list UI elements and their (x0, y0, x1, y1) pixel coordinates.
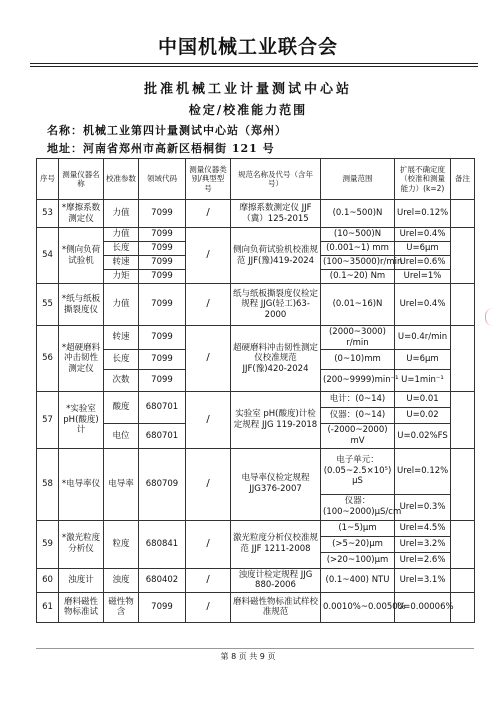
header-uncertainty: 扩展不确定度（校准和测量能力）(k=2) (395, 159, 451, 200)
row-uncertainty: Urel=0.3% (395, 494, 451, 520)
table-row (37, 448, 475, 494)
header-code: 领域代码 (139, 159, 186, 200)
row-code: 7099 (139, 242, 186, 256)
row-range: (0.1~500)N (321, 200, 395, 228)
header-remark: 备注 (451, 159, 475, 200)
table-row (37, 284, 475, 326)
row-code: 7099 (139, 228, 186, 242)
row-code: 7099 (139, 270, 186, 284)
row-seq: 53 (37, 200, 59, 228)
row-seq: 59 (37, 520, 59, 568)
row-param: 磁性物含 (104, 592, 139, 622)
row-param: 转速 (104, 256, 139, 270)
row-uncertainty: Urel=0.4% (395, 284, 451, 326)
row-uncertainty: Urel=2.6% (395, 552, 451, 568)
title-rule-top (30, 63, 478, 64)
row-category: / (186, 568, 231, 592)
row-instrument: 磨料磁性物标准试 (59, 592, 104, 622)
row-code: 680402 (139, 568, 186, 592)
row-seq: 55 (37, 284, 59, 326)
title-rule-bottom (30, 66, 478, 67)
row-uncertainty: U=0.4r/min (395, 326, 451, 350)
row-category: / (186, 284, 231, 326)
row-spec: 浊度计检定规程 JJG 880-2006 (231, 568, 321, 592)
header-range: 测量范围 (321, 159, 395, 200)
row-code: 7099 (139, 592, 186, 622)
row-spec: 超硬磨料冲击韧性测定仪校准规范 JJF(豫)420-2024 (231, 326, 321, 392)
row-instrument: *超硬磨料冲击韧性测定仪 (59, 326, 104, 392)
table-row (37, 520, 475, 536)
row-instrument: *纸与纸板撕裂度仪 (59, 284, 104, 326)
row-uncertainty: Urel=0.4% (395, 228, 451, 242)
table-row (37, 392, 475, 408)
row-range: (10~500)N (321, 228, 395, 242)
row-remark (451, 228, 475, 284)
row-param: 电位 (104, 424, 139, 448)
row-param: 力值 (104, 228, 139, 242)
row-code: 680701 (139, 424, 186, 448)
row-param: 力值 (104, 200, 139, 228)
row-uncertainty: U=0.02%FS (395, 424, 451, 448)
station-title: 批准机械工业计量测试中心站 (143, 82, 352, 97)
row-range: (200~9999)min⁻¹ (321, 370, 395, 392)
row-range: (0.001~1) mm (321, 242, 395, 256)
row-remark (451, 392, 475, 448)
row-uncertainty: Urel=0.12% (395, 200, 451, 228)
footer-rule (36, 648, 474, 649)
row-remark (451, 448, 475, 520)
row-range: 电计：(0~14) (321, 392, 395, 408)
page-footer: 第 8 页 共 9 页 (220, 652, 276, 661)
row-range: (100~35000)r/min (321, 256, 395, 270)
row-param: 次数 (104, 370, 139, 392)
row-seq: 56 (37, 326, 59, 392)
row-param: 酸度 (104, 392, 139, 424)
row-seq: 61 (37, 592, 59, 622)
row-code: 680841 (139, 520, 186, 568)
row-category: / (186, 200, 231, 228)
row-param: 长度 (104, 242, 139, 256)
row-remark (451, 284, 475, 326)
table-row (37, 592, 475, 622)
document-title: 检定/校准能力范围 (188, 103, 308, 117)
row-uncertainty: U=6μm (395, 350, 451, 370)
row-range: 电子单元：(0.05~2.5×10⁵) μS (321, 448, 395, 494)
row-range: 0.0010%~0.0050% (321, 592, 395, 622)
row-uncertainty: U=6μm (395, 242, 451, 256)
row-spec: 实验室 pH(酸度)计检定规程 JJG 119-2018 (231, 392, 321, 448)
row-param: 力矩 (104, 270, 139, 284)
row-code: 7099 (139, 370, 186, 392)
row-spec: 磨料磁性物标准试样校准规范 (231, 592, 321, 622)
row-code: 680709 (139, 448, 186, 520)
table-row (37, 326, 475, 350)
row-category: / (186, 228, 231, 284)
row-range: (1~5)μm (321, 520, 395, 536)
row-range: (0.1~20) Nm (321, 270, 395, 284)
row-param: 力值 (104, 284, 139, 326)
row-instrument: *实验室pH(酸度)计 (59, 392, 104, 448)
row-param: 浊度 (104, 568, 139, 592)
row-range: 仪器：(100~2000)μS/cm (321, 494, 395, 520)
row-spec: 摩擦系数测定仪 JJF（冀）125-2015 (231, 200, 321, 228)
row-category: / (186, 392, 231, 448)
row-uncertainty: Urel=3.1% (395, 568, 451, 592)
row-code: 7099 (139, 350, 186, 370)
header-category: 测量仪器类别/典型型号 (186, 159, 231, 200)
table-row (37, 200, 475, 228)
row-remark (451, 568, 475, 592)
table-row (37, 568, 475, 592)
row-seq: 57 (37, 392, 59, 448)
header-param: 校准参数 (104, 159, 139, 200)
row-code: 7099 (139, 200, 186, 228)
row-uncertainty: Urel=3.2% (395, 536, 451, 552)
address-line: 地址：河南省郑州市高新区梧桐街 121 号 (47, 142, 275, 155)
row-uncertainty: U=0.01 (395, 392, 451, 408)
table-row (37, 228, 475, 242)
row-category: / (186, 592, 231, 622)
row-seq: 58 (37, 448, 59, 520)
row-range: (0.01~16)N (321, 284, 395, 326)
row-range: (2000~3000) r/min (321, 326, 395, 350)
row-code: 7099 (139, 284, 186, 326)
row-seq: 54 (37, 228, 59, 284)
row-remark (451, 592, 475, 622)
row-range: (0.1~400) NTU (321, 568, 395, 592)
row-instrument: *侧向负荷试验机 (59, 228, 104, 284)
row-range: (-2000~2000) mV (321, 424, 395, 448)
row-remark (451, 200, 475, 228)
row-param: 电导率 (104, 448, 139, 520)
row-category: / (186, 448, 231, 520)
row-instrument: *摩擦系数测定仪 (59, 200, 104, 228)
row-code: 680701 (139, 392, 186, 424)
row-param: 长度 (104, 350, 139, 370)
header-instrument: 测量仪器名称 (59, 159, 104, 200)
row-code: 7099 (139, 256, 186, 270)
table-body (37, 200, 475, 623)
name-line: 名称：机械工业第四计量测试中心站（郑州） (47, 124, 287, 137)
row-remark (451, 520, 475, 568)
row-seq: 60 (37, 568, 59, 592)
row-range: 仪器：(0~14) (321, 408, 395, 424)
row-remark (451, 326, 475, 392)
row-spec: 纸与纸板撕裂度仪检定规程 JJG(轻工)63-2000 (231, 284, 321, 326)
header-spec: 规范名称及代号（含年号） (231, 159, 321, 200)
row-spec: 侧向负荷试验机校准规范 JJF(豫)419-2024 (231, 228, 321, 284)
row-param: 粒度 (104, 520, 139, 568)
row-instrument: *电导率仪 (59, 448, 104, 520)
row-param: 转速 (104, 326, 139, 350)
row-category: / (186, 520, 231, 568)
header-seq: 序号 (37, 159, 59, 200)
row-uncertainty: U=1min⁻¹ (395, 370, 451, 392)
row-uncertainty: Urel=4.5% (395, 520, 451, 536)
row-uncertainty: Urel=0.6% (395, 256, 451, 270)
row-uncertainty: Urel=0.12% (395, 448, 451, 494)
row-instrument: *激光粒度分析仪 (59, 520, 104, 568)
row-uncertainty: U=0.00006% (395, 592, 451, 622)
row-spec: 电导率仪检定规程 JJG376-2007 (231, 448, 321, 520)
binding-edge-mark (485, 308, 496, 326)
header-row (37, 159, 475, 200)
capability-table (36, 158, 475, 623)
row-range: (0~10)mm (321, 350, 395, 370)
row-code: 7099 (139, 326, 186, 350)
org-title: 中国机械工业联合会 (157, 36, 338, 58)
row-range: (>20~100)μm (321, 552, 395, 568)
row-uncertainty: U=0.02 (395, 408, 451, 424)
row-spec: 激光粒度分析仪校准规范 JJF 1211-2008 (231, 520, 321, 568)
row-range: (>5~20)μm (321, 536, 395, 552)
row-uncertainty: Urel=1% (395, 270, 451, 284)
row-instrument: 浊度计 (59, 568, 104, 592)
row-category: / (186, 326, 231, 392)
